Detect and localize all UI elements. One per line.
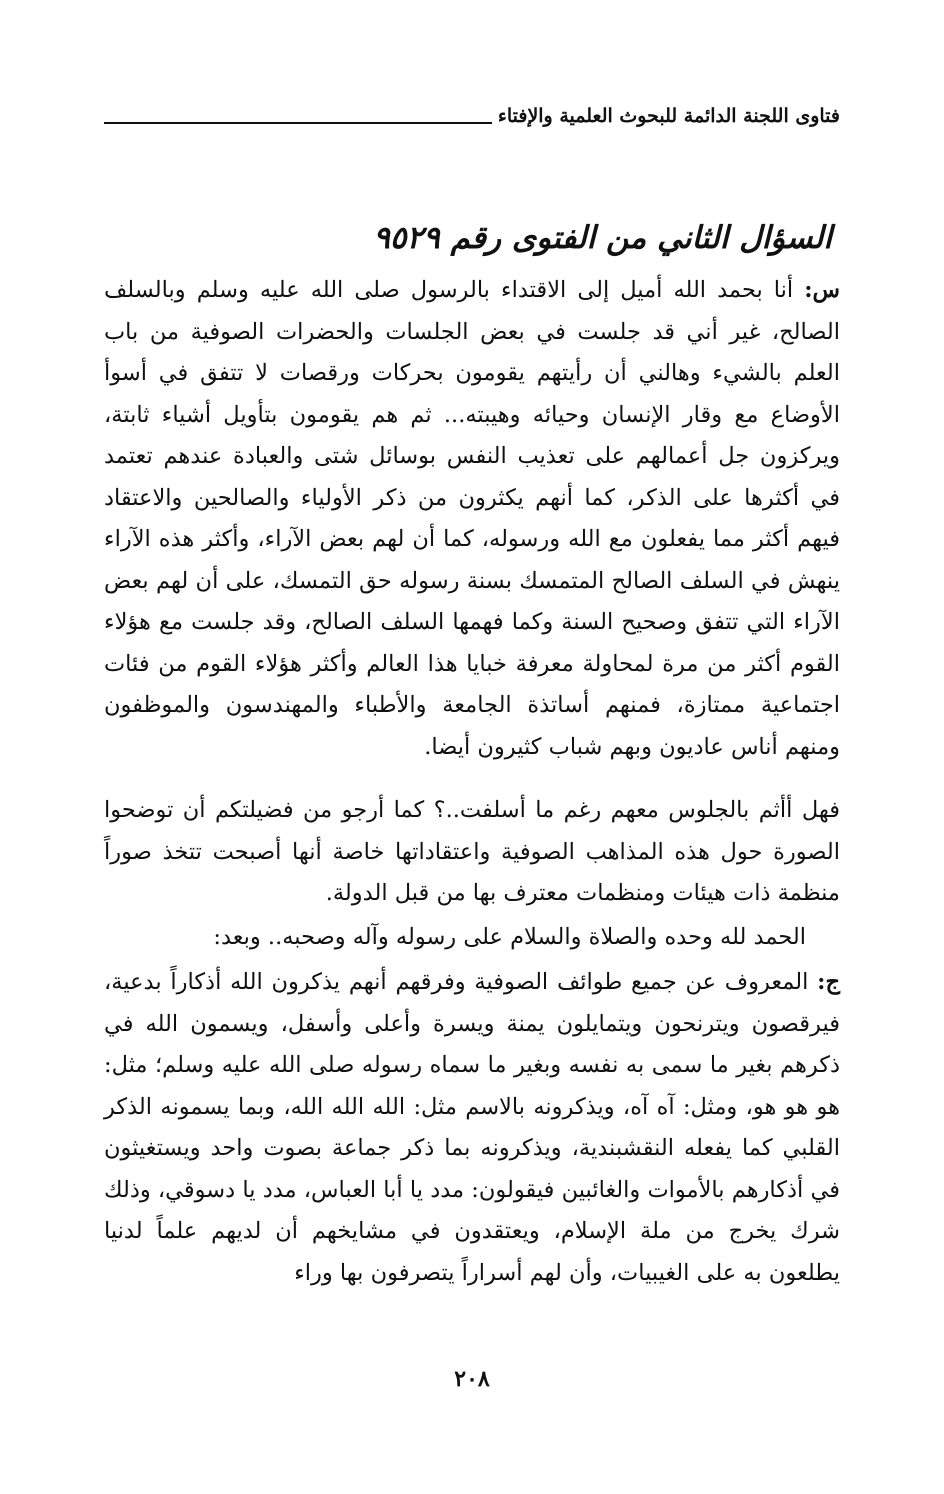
header-rule: [104, 122, 492, 124]
question-label: س:: [804, 277, 840, 303]
answer-label: ج:: [817, 969, 840, 995]
running-title: فتاوى اللجنة الدائمة للبحوث العلمية والإفتاء: [497, 105, 840, 127]
answer-paragraph: [104, 962, 840, 1294]
running-header: [104, 104, 840, 128]
question-text-2: فهل أأثم بالجلوس معهم رغم ما أسلفت..؟ كما أرجو من فضيلتكم أن توضحوا الصورة حول هذه المذاهب الصوفية واعتقاداتها خاصة أنها أصبحت تتخذ صوراً منظمة ذات هيئات ومنظمات معترف بها من قبل الدولة.: [104, 797, 840, 906]
question-title: السؤال الثاني من الفتوى رقم ٩٥٢٩: [373, 220, 832, 256]
page-number: ٢٠٨: [454, 1366, 490, 1392]
question-text-1: أنا بحمد الله أميل إلى الاقتداء بالرسول صلى الله عليه وسلم وبالسلف الصالح، غير أني قد جلست في بعض الجلسات والحضرات الصوفية من باب العلم بالشيء وهالني أن رأيتهم يقومون بحركات ورقصات لا تتفق في أسوأ الأوضاع مع وقار الإنسان وحيائه وهيبته... ثم هم يقومون بتأويل أشياء ثابتة، ويركزون جل أعمالهم على تعذيب النفس بوسائل شتى والعبادة عندهم تعتمد في أكثرها على الذكر، كما أنهم يكثرون من ذكر الأولياء والصالحين والاعتقاد فيهم أكثر مما يفعلون مع الله ورسوله، كما أن لهم بعض الآراء، وأكثر هذه الآراء ينهش في السلف الصالح المتمسك بسنة رسوله حق التمسك، على أن لهم بعض الآراء التي تتفق وصحيح السنة وكما فهمها السلف الصالح، وقد جلست مع هؤلاء القوم أكثر من مرة لمحاولة معرفة خبايا هذا العالم وأكثر هؤلاء القوم من فئات اجتماعية ممتازة، فمنهم أساتذة الجامعة والأطباء والمهندسون والموظفون ومنهم أناس عاديون وبهم شباب كثيرون أيضا.: [104, 277, 840, 760]
praise-line: الحمد لله وحده والصلاة والسلام على رسوله وآله وصحبه.. وبعد:: [213, 924, 806, 950]
answer-text: المعروف عن جميع طوائف الصوفية وفرقهم أنهم يذكرون الله أذكاراً بدعية، فيرقصون ويترنحون ويتمايلون يمنة ويسرة وأعلى وأسفل، ويسمون الله في ذكرهم بغير ما سمى به نفسه وبغير ما سماه رسوله صلى الله عليه وسلم؛ مثل: هو هو هو، ومثل: آه آه، ويذكرونه بالاسم مثل: الله الله الله، وبما يسمونه الذكر القلبي كما يفعله النقشبندية، ويذكرونه بما ذكر جماعة بصوت واحد ويستغيثون في أذكارهم بالأموات والغائبين فيقولون: مدد يا أبا العباس، مدد يا دسوقي، وذلك شرك يخرج من ملة الإسلام، ويعتقدون في مشايخهم أن لديهم علماً لدنيا يطلعون به على الغيبيات، وأن لهم أسراراً يتصرفون بها وراء: [104, 969, 840, 1286]
question-paragraph-1: [104, 270, 840, 768]
question-paragraph-2: [104, 790, 840, 915]
